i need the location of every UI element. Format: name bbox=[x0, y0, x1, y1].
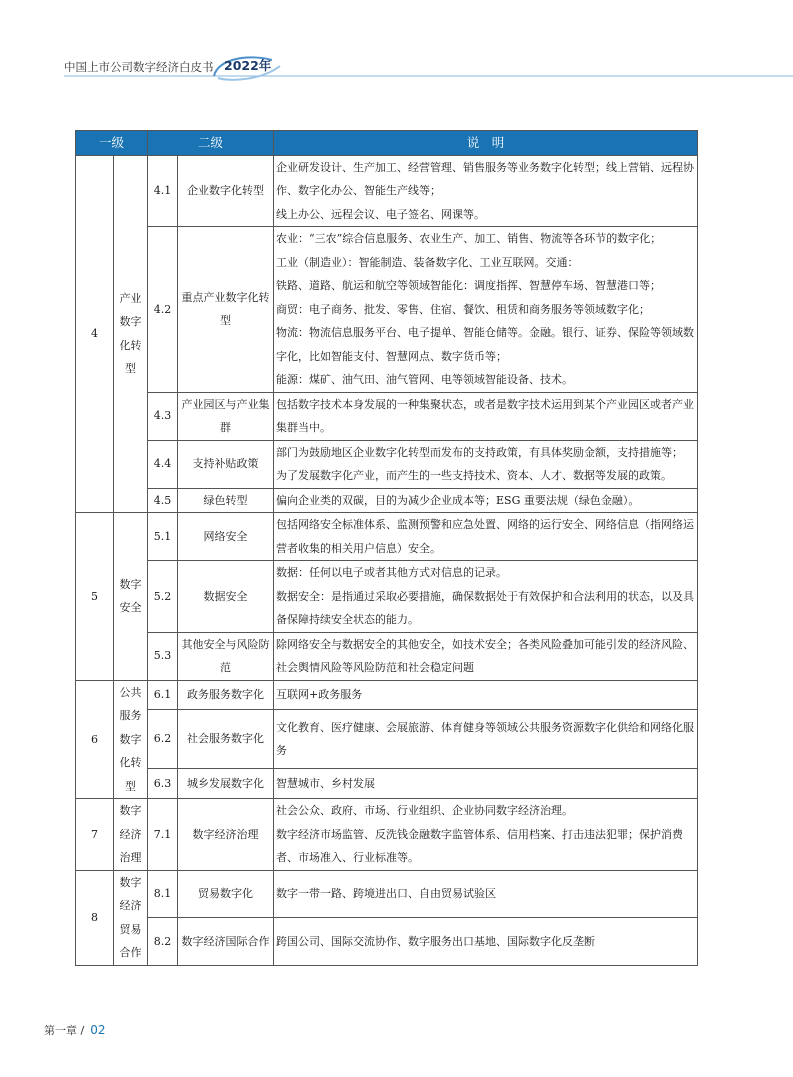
table-row bbox=[76, 488, 698, 513]
level1-label: 数字经济贸易合作 bbox=[114, 870, 148, 965]
description-line: 部门为鼓励地区企业数字化转型而发布的支持政策，有具体奖励金额，支持措施等； bbox=[276, 445, 684, 459]
table-row bbox=[76, 155, 698, 227]
level1-number: 6 bbox=[76, 680, 114, 799]
table-row bbox=[76, 870, 698, 918]
header-description: 说 明 bbox=[274, 131, 698, 156]
description-line: 为了发展数字化产业，而产生的一些支持技术、资本、人才、数据等发展的政策。 bbox=[276, 469, 673, 482]
level2-name: 产业园区与产业集群 bbox=[178, 392, 274, 440]
level1-number: 4 bbox=[76, 155, 114, 513]
level2-name: 企业数字化转型 bbox=[178, 155, 274, 227]
header-year: 2022年 bbox=[224, 58, 272, 73]
page-footer bbox=[44, 1022, 105, 1038]
header-title: 中国上市公司数字经济白皮书 bbox=[64, 60, 214, 74]
table-row bbox=[76, 561, 698, 633]
table-row bbox=[76, 680, 698, 710]
description-line: 互联网+政务服务 bbox=[276, 688, 363, 702]
level2-name: 重点产业数字化转型 bbox=[178, 227, 274, 393]
description-line: 能源：煤矿、油气田、油气管网、电等领域智能设备、技术。 bbox=[276, 373, 574, 386]
description-cell bbox=[274, 918, 698, 966]
level2-code: 5.3 bbox=[148, 632, 178, 680]
table-row bbox=[76, 440, 698, 488]
description-line: 农业：“三农”综合信息服务、农业生产、加工、销售、物流等各环节的数字化； bbox=[276, 232, 662, 245]
description-line: 数字一带一路、跨境进出口、自由贸易试验区 bbox=[276, 887, 497, 900]
level1-number: 7 bbox=[76, 799, 114, 871]
level2-name: 社会服务数字化 bbox=[178, 710, 274, 769]
level2-code: 6.3 bbox=[148, 769, 178, 799]
description-line: 文化教育、医疗健康、会展旅游、体育健身等领域公共服务资源数字化供给和网络化服务 bbox=[276, 720, 695, 758]
description-line: 社会公众、政府、市场、行业组织、企业协同数字经济治理。 bbox=[276, 804, 574, 817]
level2-code: 8.2 bbox=[148, 918, 178, 966]
level2-code: 6.1 bbox=[148, 680, 178, 710]
description-line: 铁路、道路、航运和航空等领域智能化：调度指挥、智慧停车场、智慧港口等； bbox=[276, 279, 662, 292]
table-row bbox=[76, 632, 698, 680]
header-level-1: 一级 bbox=[76, 131, 148, 156]
table-row bbox=[76, 227, 698, 393]
level2-name: 绿色转型 bbox=[178, 488, 274, 513]
level2-name: 城乡发展数字化 bbox=[178, 769, 274, 799]
description-cell bbox=[274, 870, 698, 918]
description-line: 包括网络安全标准体系、监测预警和应急处置、网络的运行安全、网络信息（指网络运营者收集的相关用户信息）安全。 bbox=[276, 518, 695, 555]
page-number: 02 bbox=[90, 1023, 106, 1037]
level1-label: 产业数字化转型 bbox=[114, 155, 148, 513]
description-cell bbox=[274, 561, 698, 633]
description-cell bbox=[274, 488, 698, 513]
level2-code: 6.2 bbox=[148, 710, 178, 769]
description-cell bbox=[274, 227, 698, 393]
description-line: 线上办公、远程会议、电子签名、网课等。 bbox=[276, 207, 486, 221]
description-cell bbox=[274, 799, 698, 871]
table-row bbox=[76, 392, 698, 440]
level1-label: 公共服务数字化转型 bbox=[114, 680, 148, 799]
table-row bbox=[76, 769, 698, 799]
description-line: 商贸：电子商务、批发、零售、住宿、餐饮、租赁和商务服务等领域数字化； bbox=[276, 302, 651, 316]
description-line: 数据：任何以电子或者其他方式对信息的记录。 bbox=[276, 566, 508, 579]
page-header bbox=[0, 52, 793, 84]
description-cell bbox=[274, 769, 698, 799]
level2-code: 5.1 bbox=[148, 513, 178, 561]
level2-name: 数字经济治理 bbox=[178, 799, 274, 871]
table-row bbox=[76, 918, 698, 966]
table-row bbox=[76, 513, 698, 561]
level1-number: 8 bbox=[76, 870, 114, 965]
table-row bbox=[76, 710, 698, 769]
table-header-row bbox=[76, 131, 698, 156]
table-row bbox=[76, 799, 698, 871]
description-line: 工业（制造业）：智能制造、装备数字化、工业互联网。交通： bbox=[276, 255, 579, 269]
description-cell bbox=[274, 680, 698, 710]
level2-name: 支持补贴政策 bbox=[178, 440, 274, 488]
level2-name: 贸易数字化 bbox=[178, 870, 274, 918]
level1-number: 5 bbox=[76, 513, 114, 681]
level2-name: 网络安全 bbox=[178, 513, 274, 561]
classification-table bbox=[75, 130, 698, 966]
description-line: 偏向企业类的双碳，目的为减少企业成本等；ESG 重要法规（绿色金融）。 bbox=[276, 493, 640, 507]
level2-code: 4.5 bbox=[148, 488, 178, 513]
level2-code: 4.4 bbox=[148, 440, 178, 488]
description-cell bbox=[274, 513, 698, 561]
description-line: 除网络安全与数据安全的其他安全，如技术安全；各类风险叠加可能引发的经济风险、社会舆情风险等风险防范和社会稳定问题 bbox=[276, 637, 695, 674]
description-line: 数据安全：是指通过采取必要措施，确保数据处于有效保护和合法利用的状态，以及具备保障持续安全状态的能力。 bbox=[276, 589, 695, 626]
level2-code: 7.1 bbox=[148, 799, 178, 871]
description-cell bbox=[274, 155, 698, 227]
description-cell bbox=[274, 710, 698, 769]
level2-code: 4.3 bbox=[148, 392, 178, 440]
description-line: 智慧城市、乡村发展 bbox=[276, 776, 376, 790]
header-level-2: 二级 bbox=[148, 131, 274, 156]
description-cell bbox=[274, 392, 698, 440]
description-line: 物流：物流信息服务平台、电子提单、智能仓储等。金融。银行、证券、保险等领域数字化，比如智能支付、智慧网点、数字货币等； bbox=[276, 326, 695, 363]
level2-code: 5.2 bbox=[148, 561, 178, 633]
description-cell bbox=[274, 632, 698, 680]
description-line: 跨国公司、国际交流协作、数字服务出口基地、国际数字化反垄断 bbox=[276, 934, 596, 948]
level1-label: 数字经济治理 bbox=[114, 799, 148, 871]
level2-code: 8.1 bbox=[148, 870, 178, 918]
level1-label: 数字安全 bbox=[114, 513, 148, 681]
description-cell bbox=[274, 440, 698, 488]
chapter-label: 第一章 / bbox=[44, 1024, 85, 1037]
level2-code: 4.2 bbox=[148, 227, 178, 393]
description-line: 包括数字技术本身发展的一种集聚状态，或者是数字技术运用到某个产业园区或者产业集群当中。 bbox=[276, 397, 695, 434]
level2-name: 政务服务数字化 bbox=[178, 680, 274, 710]
description-line: 企业研发设计、生产加工、经营管理、销售服务等业务数字化转型；线上营销、远程协作、数字化办公、智能生产线等； bbox=[276, 160, 695, 197]
level2-name: 其他安全与风险防范 bbox=[178, 632, 274, 680]
description-line: 数字经济市场监管、反洗钱金融数字监管体系、信用档案、打击违法犯罪；保护消费者、市场准入、行业标准等。 bbox=[276, 827, 684, 864]
level2-name: 数据安全 bbox=[178, 561, 274, 633]
level2-code: 4.1 bbox=[148, 155, 178, 227]
level2-name: 数字经济国际合作 bbox=[178, 918, 274, 966]
